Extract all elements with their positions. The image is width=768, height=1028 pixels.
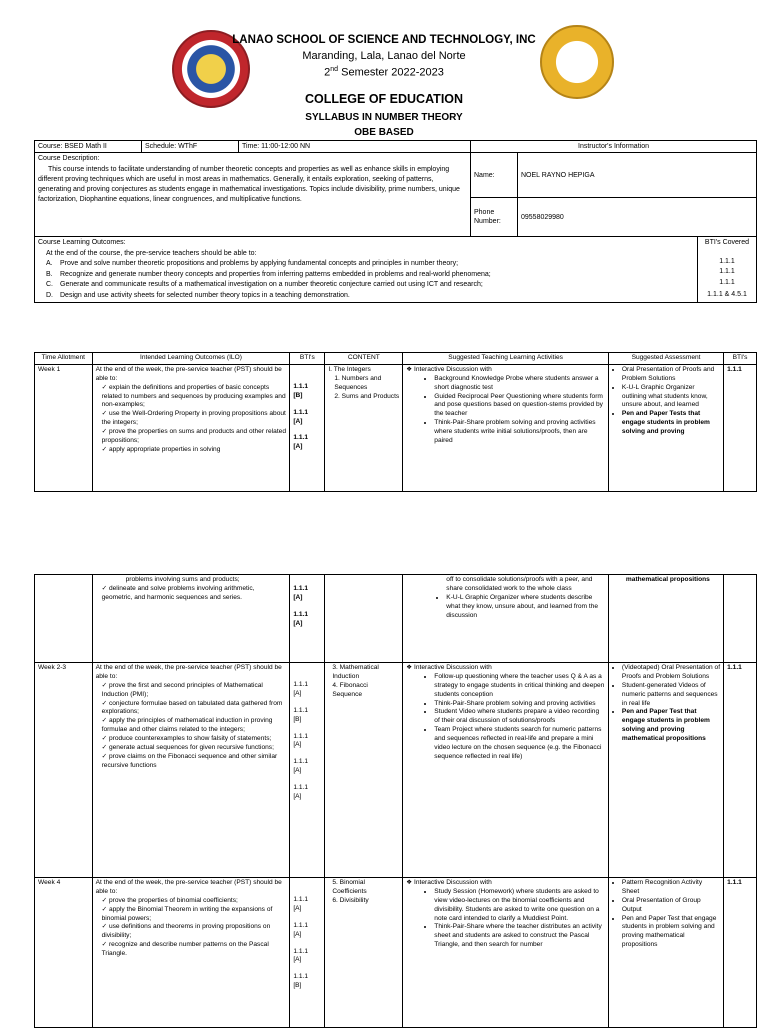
bti-code: 1.1.1 (293, 784, 308, 792)
content-item: 5. Binomial Coefficients (332, 879, 367, 895)
week-2-3-time: Week 2-3 (35, 663, 93, 878)
name-label: Name: (471, 153, 518, 198)
week-1-ilo-list (96, 384, 287, 455)
week-1-tla-list (406, 375, 605, 446)
header-assessment: Suggested Assessment (608, 353, 723, 365)
week-4-btis (290, 878, 325, 1028)
bti-code: [A] (293, 930, 302, 938)
bti-code: [A] (293, 767, 302, 775)
header-btis-2: BTI's (724, 353, 757, 365)
course-description-text: This course intends to facilitate understanding of number theoretic concepts and properties as well as enhance skills in employing different proving techniques which are useful in most areas in mathematics. Generally, it entails exploration, seeking of patterns, generating and proving conjectures as students engage in mathematical investigations. Topics include divisibility, prime numbers, unique factorization, Diophantine equations, linear congruences, and multiplicative functions. (38, 165, 460, 203)
phone-value: 09558029980 (518, 198, 757, 237)
semester: 2nd Semester 2022-2023 (324, 66, 444, 79)
school-name: LANAO SCHOOL OF SCIENCE AND TECHNOLOGY, INC (232, 34, 536, 46)
clo-bti: 1.1.1 (719, 278, 735, 286)
ilo-item: ✓ apply the principles of mathematical induction in proving formulae and other claims related to the integers; (102, 717, 287, 735)
name-value: NOEL RAYNO HEPIGA (518, 153, 757, 198)
bti-code: [A] (293, 593, 303, 601)
clo-text: Recognize and generate number theory concepts and properties from inferring patterns embedded in problems and real-world phenomena; (60, 270, 491, 278)
week-1-cont-ilo: problems involving sums and products; ✓ delineate and solve problems involving arithmetic, geometric, and harmonic sequences and series. (92, 575, 290, 663)
bti-code: [B] (293, 982, 302, 990)
schedule-cell: Schedule: WThF (142, 141, 239, 153)
bti-code: 1.1.1 (293, 973, 308, 981)
college-title: COLLEGE OF EDUCATION (304, 92, 464, 106)
bti-code: 1.1.1 (293, 681, 308, 688)
assessment-item: • Student-generated Videos of numeric patterns and sequences in real life (622, 682, 720, 709)
clo-btis-header: BTI's Covered (704, 239, 750, 247)
bti-code: [A] (293, 741, 302, 749)
clo-letter: B. (46, 270, 53, 278)
ilo-item: ✓ use the Well-Ordering Property in proving propositions about the integers; (102, 410, 287, 428)
tla-item: • Guided Reciprocal Peer Questioning where students form and pose questions based on question-stems provided by the teacher (434, 393, 605, 420)
course-info-table (34, 140, 757, 303)
bti-code: 1.1.1 (293, 610, 308, 618)
week-4-assessment (608, 878, 723, 1028)
ilo-item: ✓ prove claims on the Fibonacci sequence and other similar recursive functions (102, 753, 287, 771)
tla-item: • K-U-L Graphic Organizer where students describe what they know, unsure about, and learned from the discussion (446, 594, 605, 621)
course-learning-outcomes (35, 237, 698, 303)
clo-list (38, 259, 694, 301)
ilo-item: ✓ prove the first and second principles of Mathematical Induction (PMI); (102, 682, 287, 700)
ilo-item: ✓ use definitions and theorems in proving propositions on divisibility; (102, 923, 287, 941)
instructor-header: Instructor's Information (471, 141, 757, 153)
week-1-bti2: 1.1.1 (724, 364, 757, 491)
clo-item (38, 270, 694, 281)
week-1-assessment: • Oral Presentation of Proofs and Problem Solutions • K-U-L Graphic Organizer outlining what students know, unsure about, and learned • Pen and Paper Tests that engage students in problem solving and proving (608, 364, 723, 491)
clo-item (38, 291, 694, 302)
syllabus-title: SYLLABUS IN NUMBER THEORY (305, 112, 463, 123)
bti-code: 1.1.1 (293, 434, 308, 442)
week-1-cont-btis (290, 575, 325, 663)
week-4-tla: ❖ Interactive Discussion with • Study Session (Homework) where students are asked to view video-lectures on the binomial coefficients and divisibility. Students are asked to write one question on a note card intended to clarify a Muddiest Point. • Think-Pair-Share where the teacher distributes an activity sheet and students are asked to construct the Pascal Triangle, and then search for number (403, 878, 609, 1028)
week-4-row (35, 878, 757, 1028)
content-item: 2. Sums and Products (334, 392, 400, 400)
header-content: CONTENT (325, 353, 403, 365)
bti-code: [A] (293, 619, 303, 627)
content-item: 3. Mathematical Induction (332, 664, 379, 680)
time-cell: Time: 11:00-12:00 NN (239, 141, 471, 153)
week-2-3-content (325, 663, 403, 878)
ilo-item: ✓ apply the Binomial Theorem in writing the expansions of binomial powers; (102, 906, 287, 924)
week-1-cont-assessment: mathematical propositions (608, 575, 723, 663)
tla-item: • Student Video where students prepare a video recording of their oral discussion of solutions/proofs (434, 708, 605, 726)
content-item: 4. Fibonacci Sequence (332, 681, 368, 698)
clo-bti: 1.1.1 (719, 268, 735, 276)
ilo-item: ✓ delineate and solve problems involving arithmetic, geometric, and harmonic sequences and series. (102, 585, 287, 603)
weekly-plan-table (34, 352, 757, 492)
course-description-label: Course Description: (38, 155, 100, 163)
bti-code: 1.1.1 (293, 408, 308, 416)
clo-letter: A. (46, 260, 53, 268)
clo-bti: 1.1.1 (719, 257, 735, 265)
tla-item: • Think-Pair-Share problem solving and proving activities (434, 700, 605, 709)
bti-code: 1.1.1 (293, 706, 308, 714)
clo-intro: At the end of the course, the pre-service teachers should be able to: (46, 249, 257, 257)
weekly-plan-table-continued (34, 574, 757, 1028)
bti-code: 1.1.1 (293, 896, 308, 903)
week-1-row (35, 364, 757, 491)
bti-code: [A] (293, 793, 302, 801)
bti-code: 1.1.1 (293, 732, 308, 740)
week-1-btis (290, 364, 325, 491)
ilo-item: ✓ apply appropriate properties in solving (102, 446, 287, 455)
header-ilo: Intended Learning Outcomes (ILO) (92, 353, 290, 365)
week-1-time: Week 1 (35, 364, 93, 491)
assessment-item: • (Videotaped) Oral Presentation of Proofs and Problem Solutions (622, 664, 720, 682)
assessment-item: • K-U-L Graphic Organizer outlining what students know, unsure about, and learned (622, 384, 720, 411)
ilo-item: ✓ conjecture formulae based on tabulated data gathered from explorations; (102, 700, 287, 718)
school-address: Maranding, Lala, Lanao del Norte (302, 50, 466, 62)
tla-item: • Think-Pair-Share where the teacher distributes an activity sheet and students are asked to construct the Pascal Triangle, and then search for number (434, 923, 605, 950)
bti-code: [A] (293, 689, 302, 697)
content-item: 6. Divisibility (332, 896, 369, 904)
content-item: 1. Numbers and Sequences (334, 374, 382, 391)
header-time: Time Allotment (35, 353, 93, 365)
bti-code: 1.1.1 (293, 382, 308, 390)
bti-code: 1.1.1 (293, 585, 308, 592)
obe-label: OBE BASED (354, 127, 414, 138)
clo-text: Design and use activity sheets for selected number theory topics in a teaching demonstration. (60, 291, 350, 299)
week-1-cont-tla: off to consolidate solutions/proofs with a peer, and share consolidated work to the whole class • K-U-L Graphic Organizer where students describe what they know, unsure about, and learned from the discussion (403, 575, 609, 663)
week-2-3-bti2: 1.1.1 (724, 663, 757, 878)
phone-label: Phone Number: (471, 198, 518, 237)
clo-btis (698, 237, 757, 303)
ilo-item: ✓ recognize and describe number patterns on the Pascal Triangle. (102, 941, 287, 959)
bti-code: 1.1.1 (293, 921, 308, 929)
tla-item: • Background Knowledge Probe where students answer a short diagnostic test (434, 375, 605, 393)
clo-item (38, 259, 694, 270)
week-4-time: Week 4 (35, 878, 93, 1028)
week-4-ilo: At the end of the week, the pre-service teacher (PST) should be able to: ✓ prove the properties of binomial coefficients; ✓ apply the Binomial Theorem in writing the expansions of binomial powers; ✓ use definitions and theorems in proving propositions on divisibility; ✓ recognize and describe number patterns on the Pascal Triangle. (92, 878, 290, 1028)
assessment-item: • Pattern Recognition Activity Sheet (622, 879, 720, 897)
clo-bti-list (701, 257, 753, 301)
header-tla: Suggested Teaching Learning Activities (403, 353, 609, 365)
week-2-3-ilo: At the end of the week, the pre-service teacher (PST) should be able to: ✓ prove the first and second principles of Mathematical Induction (PMI); ✓ conjecture formulae based on tabulated data gathered from explorations; ✓ apply the principles of mathematical induction in proving formulae and other claims related to the integers; ✓ produce counterexamples to show falsity of statements; ✓ generate actual sequences for given recursive functions; ✓ prove claims on the Fibonacci sequence and other similar recursive functions (92, 663, 290, 878)
bti-code: [A] (293, 904, 302, 912)
ilo-item: ✓ prove the properties on sums and products and other related propositions; (102, 428, 287, 446)
bti-code: [A] (293, 417, 303, 425)
assessment-item: • Oral Presentation of Proofs and Problem Solutions (622, 366, 720, 384)
ilo-item: ✓ generate actual sequences for given recursive functions; (102, 744, 287, 753)
course-cell: Course: BSED Math II (35, 141, 142, 153)
bti-code: [B] (293, 715, 302, 723)
clo-letter: D. (46, 291, 53, 299)
bti-code: 1.1.1 (293, 758, 308, 766)
bti-code: 1.1.1 (293, 947, 308, 955)
week-2-3-row (35, 663, 757, 878)
ilo-item: ✓ produce counterexamples to show falsity of statements; (102, 735, 287, 744)
ilo-item: ✓ explain the definitions and properties of basic concepts related to numbers and sequences by producing examples and non-examples; (102, 384, 287, 411)
week-2-3-btis (290, 663, 325, 878)
clo-text: Generate and communicate results of a mathematical investigation on a number theoretic conjecture carried out using ICT and research; (60, 281, 483, 289)
tla-item: • Team Project where students search for numeric patterns and sequences reflected in real-life and prepare a mini video lecture on the chosen sequence (e.g. the Fibonacci sequence reflected in real life) (434, 726, 605, 762)
bti-code: [A] (293, 956, 302, 964)
clo-text: Prove and solve number theoretic propositions and problems by applying fundamental concepts and principles in number theory; (60, 260, 459, 268)
clo-label: Course Learning Outcomes: (38, 239, 126, 247)
bti-code: [B] (293, 391, 303, 399)
header-btis: BTI's (290, 353, 325, 365)
week-1-ilo: At the end of the week, the pre-service teacher (PST) should be able to: ✓ explain the definitions and properties of basic concepts related to numbers and sequences by producing examples and non-examples; ✓ use the Well-Ordering Property in proving propositions about the integers; ✓ prove the properties on sums and products and other related propositions; ✓ apply appropriate properties in solving (92, 364, 290, 491)
course-description-cell (35, 153, 471, 237)
assessment-item: • Oral Presentation of Group Output (622, 897, 720, 915)
assessment-item: • Pen and Paper Test that engage students in problem solving and proving mathematical propositions (622, 915, 720, 951)
clo-letter: C. (46, 281, 53, 289)
week-2-3-assessment: • (Videotaped) Oral Presentation of Proofs and Problem Solutions • Student-generated Videos of numeric patterns and sequences in real life • Pen and Paper Test that engage students in problem solving and proving mathematical propositions (608, 663, 723, 878)
week-1-tla: ❖ Interactive Discussion with • Background Knowledge Probe where students answer a short diagnostic test • Guided Reciprocal Peer Questioning where students form and pose questions based on question-stems provided by the teacher • Think-Pair-Share problem solving and proving activities where students write initial solutions/proofs, then are paired (403, 364, 609, 491)
week-2-3-tla: ❖ Interactive Discussion with • Follow-up questioning where the teacher uses Q & A as a strategy to engage students in critical thinking and deepen students conception • Think-Pair-Share problem solving and proving activities • Student Video where students prepare a video recording of their oral discussion of solutions/proofs • Team Project where students search for numeric patterns and sequences reflected in real-life and prepare a mini video lecture on the chosen sequence (e.g. the Fibonacci sequence reflected in real life) (403, 663, 609, 878)
tla-item: • Think-Pair-Share problem solving and proving activities where students write initial solutions/proofs, then are paired (434, 419, 605, 446)
week-1-content: I. The Integers 1. Numbers and Sequences 2. Sums and Products (325, 364, 403, 491)
week-4-bti2: 1.1.1 (724, 878, 757, 1028)
bti-code: [A] (293, 443, 303, 451)
tla-item: • Follow-up questioning where the teacher uses Q & A as a strategy to engage students in critical thinking and deepen students conception (434, 673, 605, 700)
clo-bti: 1.1.1 & 4.5.1 (707, 291, 747, 299)
clo-item (38, 280, 694, 291)
ilo-item: ✓ prove the properties of binomial coefficients; (102, 897, 287, 906)
week-4-content (325, 878, 403, 1028)
tla-item: • Study Session (Homework) where students are asked to view video-lectures on the binomial coefficients and divisibility. Students are asked to write one question on a note card intended to clarify a Muddiest Point. (434, 888, 605, 924)
week-1-cont-row (35, 575, 757, 663)
